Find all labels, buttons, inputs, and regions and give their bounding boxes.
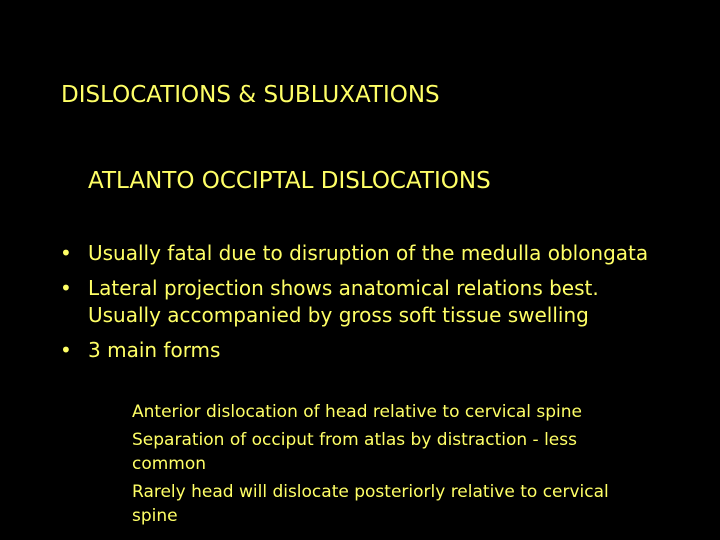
bullet-item [60, 337, 660, 364]
bullet-list [60, 240, 660, 372]
slide-subtitle: ATLANTO OCCIPTAL DISLOCATIONS [88, 168, 491, 194]
bullet-marker: • [60, 276, 72, 300]
bullet-marker: • [60, 241, 72, 265]
bullet-item [60, 275, 660, 329]
bullet-text: Usually fatal due to disruption of the medulla oblongata [88, 241, 649, 265]
bullet-text: 3 main forms [88, 338, 221, 362]
sub-item: Anterior dislocation of head relative to cervical spine [132, 402, 582, 422]
sub-item: Rarely head will dislocate posteriorly relative to cervical spine [132, 482, 609, 526]
bullet-marker: • [60, 338, 72, 362]
slide-title: DISLOCATIONS & SUBLUXATIONS [61, 82, 440, 108]
sub-list [132, 400, 642, 532]
bullet-text: Lateral projection shows anatomical relations best. Usually accompanied by gross soft tissue swelling [88, 276, 599, 327]
sub-item: Separation of occiput from atlas by distraction - less common [132, 430, 577, 474]
bullet-item [60, 240, 660, 267]
